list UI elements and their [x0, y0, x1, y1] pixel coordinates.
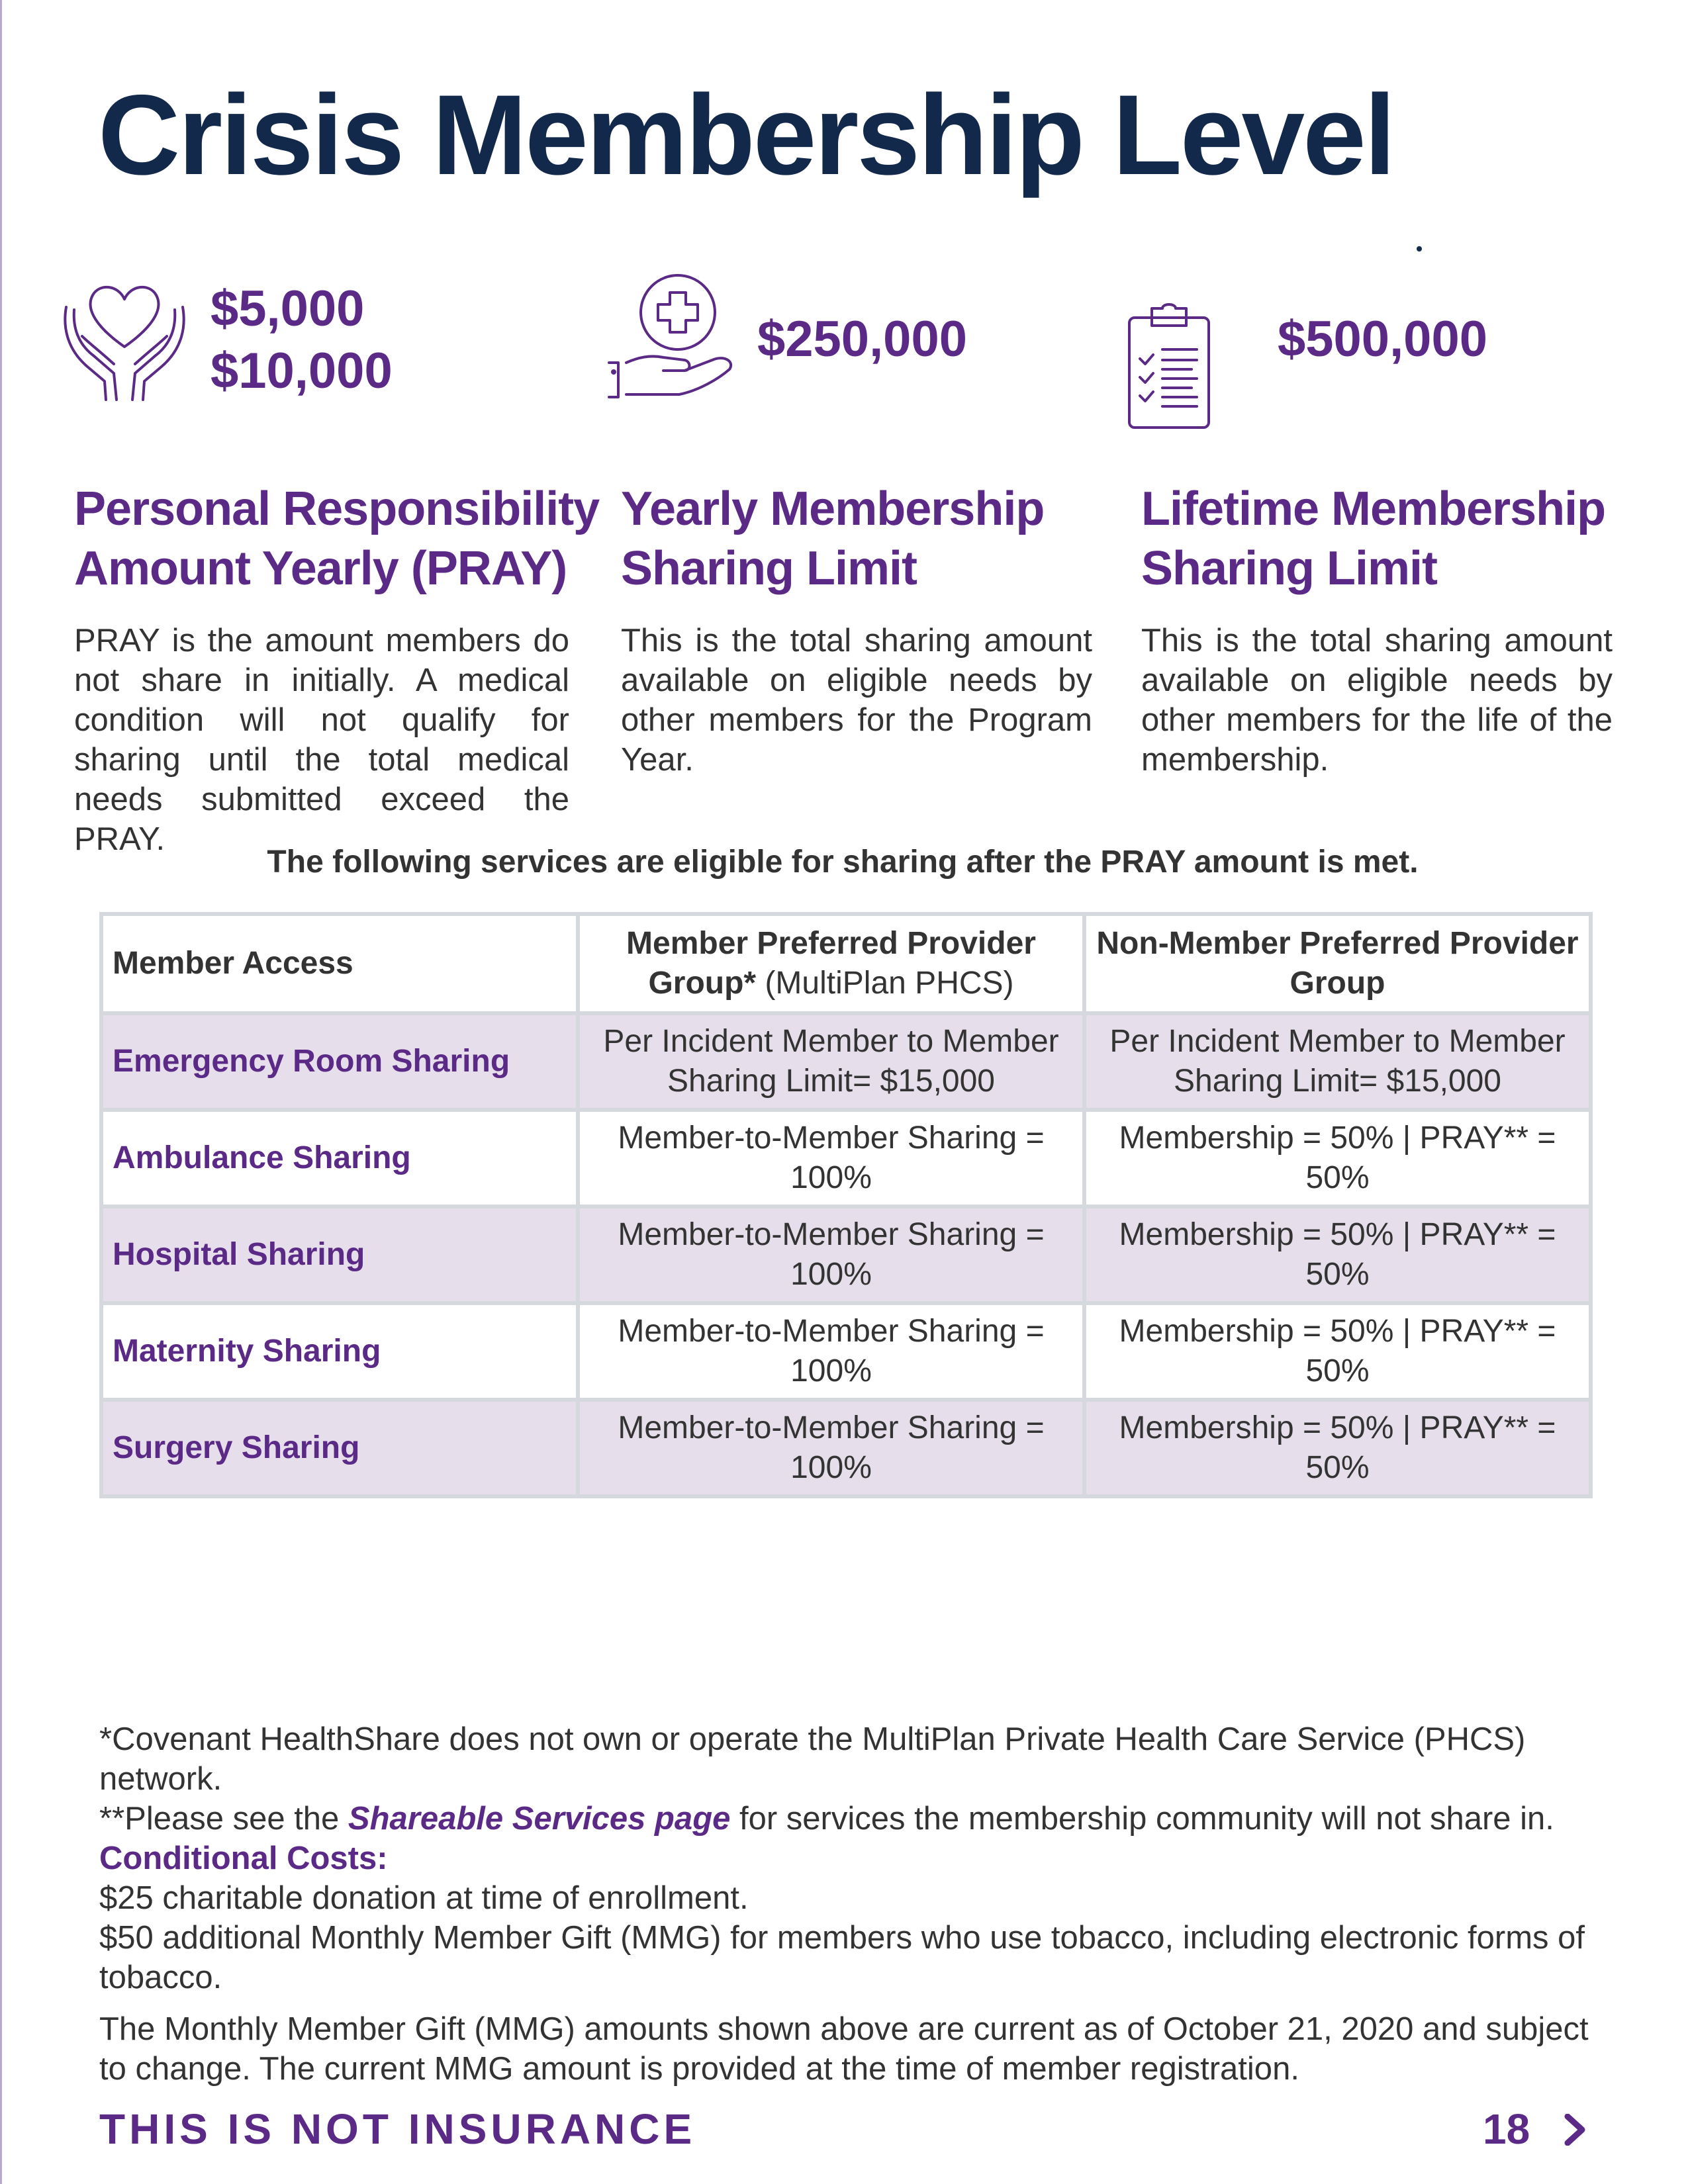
row-nmpg-value: Membership = 50% | PRAY** = 50% [1084, 1206, 1591, 1303]
table-row [101, 1400, 1591, 1496]
row-mpg-value: Member-to-Member Sharing = 100% [578, 1110, 1084, 1206]
pray-heading-line1: Personal Responsibility [74, 482, 600, 535]
medical-cross-hand-icon [606, 273, 739, 402]
header-nmpg: Non-Member Preferred Provider Group [1084, 914, 1591, 1013]
table-row [101, 1013, 1591, 1110]
row-nmpg-value: Per Incident Member to Member Sharing Limit= $15,000 [1084, 1013, 1591, 1110]
row-label: Emergency Room Sharing [101, 1013, 578, 1110]
note2-before: **Please see the [99, 1801, 348, 1837]
yearly-heading-line2: Sharing Limit [621, 542, 917, 595]
cost-tobacco: $50 additional Monthly Member Gift (MMG) for members who use tobacco, including electronic forms of tobacco. [99, 1920, 1585, 1995]
header-mpg-bold: Member Preferred Provider Group* [626, 926, 1036, 1001]
yearly-heading-line1: Yearly Membership [621, 482, 1045, 535]
lifetime-limit-value: $500,000 [1278, 311, 1487, 367]
pray-amount-high: $10,000 [211, 343, 393, 399]
page-edge [0, 0, 2, 2184]
footnotes [99, 1719, 1622, 2089]
yearly-description: This is the total sharing amount available on eligible needs by other members for the Program Year. [621, 623, 1092, 778]
lifetime-description: This is the total sharing amount available on eligible needs by other members for the life of the membership. [1141, 623, 1613, 778]
row-mpg-value: Per Incident Member to Member Sharing Limit= $15,000 [578, 1013, 1084, 1110]
row-mpg-value: Member-to-Member Sharing = 100% [578, 1303, 1084, 1400]
note2-after: for services the membership community will not share in. [730, 1801, 1554, 1837]
decorative-dot [1417, 246, 1422, 251]
clipboard-checklist-icon [1125, 302, 1213, 432]
row-label: Ambulance Sharing [101, 1110, 578, 1206]
yearly-heading [621, 479, 1137, 598]
row-label: Surgery Sharing [101, 1400, 578, 1496]
pray-heading [74, 479, 604, 598]
chevron-right-icon[interactable] [1564, 2114, 1586, 2146]
row-nmpg-value: Membership = 50% | PRAY** = 50% [1084, 1110, 1591, 1206]
yearly-limit-amount [757, 308, 967, 371]
table-header-row [101, 914, 1591, 1013]
row-nmpg-value: Membership = 50% | PRAY** = 50% [1084, 1303, 1591, 1400]
row-nmpg-value: Membership = 50% | PRAY** = 50% [1084, 1400, 1591, 1496]
note-phcs: *Covenant HealthShare does not own or operate the MultiPlan Private Health Care Service (PHCS) network. [99, 1721, 1526, 1797]
pray-description: PRAY is the amount members do not share in initially. A medical condition will not qualify for sharing until the total medical needs submitted exceed the PRAY. [74, 623, 569, 857]
table-row [101, 1206, 1591, 1303]
sharing-table [99, 912, 1593, 1498]
note-shareable-services [99, 1799, 1622, 1839]
lifetime-limit-amount [1278, 308, 1487, 371]
table-row [101, 1303, 1591, 1400]
row-mpg-value: Member-to-Member Sharing = 100% [578, 1206, 1084, 1303]
row-label: Hospital Sharing [101, 1206, 578, 1303]
pray-amount [211, 278, 393, 402]
page-title: Crisis Membership Level [98, 71, 1394, 199]
conditional-costs-heading: Conditional Costs: [99, 1841, 388, 1876]
heart-hands-icon [58, 270, 191, 402]
pray-amount-low: $5,000 [211, 281, 365, 337]
row-mpg-value: Member-to-Member Sharing = 100% [578, 1400, 1084, 1496]
shareable-services-link[interactable]: Shareable Services page [348, 1801, 731, 1837]
row-label: Maternity Sharing [101, 1303, 578, 1400]
mmg-disclaimer: The Monthly Member Gift (MMG) amounts shown above are current as of October 21, 2020 and subject to change. The current MMG amount is provided at the time of member registration. [99, 2011, 1589, 2087]
eligible-services-intro: The following services are eligible for sharing after the PRAY amount is met. [267, 844, 1419, 880]
not-insurance-label: THIS IS NOT INSURANCE [99, 2105, 696, 2153]
header-mpg [578, 914, 1084, 1013]
lifetime-heading [1141, 479, 1658, 598]
cost-enrollment: $25 charitable donation at time of enrollment. [99, 1880, 749, 1916]
page-number: 18 [1483, 2105, 1530, 2153]
table-row [101, 1110, 1591, 1206]
lifetime-heading-line2: Sharing Limit [1141, 542, 1438, 595]
yearly-limit-value: $250,000 [757, 311, 967, 367]
pray-heading-line2: Amount Yearly (PRAY) [74, 542, 567, 595]
header-member-access: Member Access [101, 914, 578, 1013]
lifetime-heading-line1: Lifetime Membership [1141, 482, 1606, 535]
header-mpg-rest: (MultiPlan PHCS) [756, 966, 1014, 1001]
